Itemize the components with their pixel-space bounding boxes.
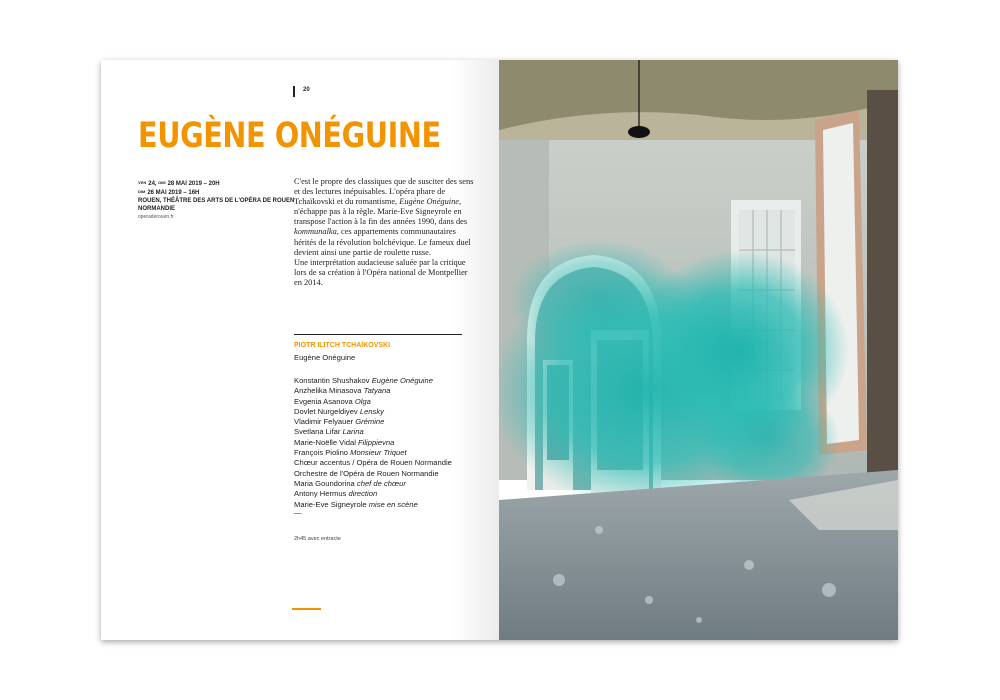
cast-role: Lensky [359, 406, 384, 416]
cast-member [294, 427, 484, 437]
description-italic: kommunalka [294, 227, 337, 237]
magazine-spread [101, 60, 898, 640]
description [294, 177, 474, 288]
cast-name: Antony Hermus [294, 489, 347, 499]
description-text: Une interprétation audacieuse saluée par la critique lors de sa création à l'Opéra national de Montpellier en 2014. [294, 257, 468, 287]
date-line-1 [138, 179, 298, 188]
cast-member [294, 376, 484, 386]
cast-role: Larina [342, 427, 364, 437]
description-text: C'est le propre des classiques que de susciter des sens et des lectures inépuisables. L'opéra phare de Tchaïkovski et du romantisme, [294, 177, 474, 207]
opera-photo [499, 60, 898, 640]
cast-name: Svetlana Lifar [294, 427, 341, 437]
cast-member [294, 386, 484, 396]
accent-bar [292, 608, 321, 610]
description-italic: Eugène Onéguine [399, 197, 460, 207]
description-text: , ces appartements communautaires hérités de la révolution bolchévique. Le fameux duel devient ainsi une partie de roulette russe. [294, 227, 471, 257]
cast-name: François Piolino [294, 448, 349, 458]
left-page [101, 60, 499, 640]
cast-name: Anzhelika Minasova [294, 386, 362, 396]
cast-member [294, 407, 484, 417]
cast-role: chef de chœur [356, 478, 406, 488]
page-title: EUGÈNE ONÉGUINE [138, 116, 441, 156]
cast-member [294, 448, 484, 458]
teal-smoke [509, 240, 689, 360]
website: operaderouen.fr [138, 214, 174, 220]
description-text: , n'échappe pas à la règle. Marie-Eve Signeyrole en transpose l'action à la fin des années 1990, dans des [294, 197, 468, 227]
cast-member [294, 417, 484, 427]
cast-role: Grémine [355, 417, 385, 427]
cast-member [294, 397, 484, 407]
right-wall-edge [867, 90, 898, 510]
right-page [499, 60, 898, 640]
day-abbrev: DIM [138, 189, 146, 194]
cast-name: Vladimir Felyauer [294, 417, 354, 427]
cast-name: Chœur accentus / Opéra de Rouen Normandie [294, 458, 452, 468]
day-abbrev: DIM [158, 180, 166, 185]
cast-list [294, 376, 484, 516]
page-number: 20 [303, 87, 310, 93]
lamp-icon [628, 126, 650, 138]
date-value: 28 MAI 2019 – 20H [167, 181, 220, 187]
cast-member [294, 438, 484, 448]
day-abbrev: VEN [138, 180, 147, 185]
date-value: 24, [148, 181, 157, 187]
date-value: 26 MAI 2019 – 16H [147, 190, 200, 196]
date-line-2 [138, 188, 298, 197]
cast-role: Olga [354, 396, 371, 406]
performance-dates [138, 179, 298, 221]
composer: PIOTR ILITCH TCHAÏKOVSKI [294, 342, 391, 349]
cast-name: Evgenia Asanova [294, 396, 353, 406]
cast-member [294, 500, 484, 510]
cast-role: Monsieur Triquet [350, 448, 407, 458]
cast-name: Orchestre de l'Opéra de Rouen Normandie [294, 468, 439, 478]
divider [294, 334, 462, 335]
cast-name: Marie-Noëlle Vidal [294, 437, 356, 447]
dash: — [294, 507, 302, 517]
cast-member [294, 458, 484, 468]
cast-role: direction [348, 489, 378, 499]
cast-name: Konstantin Shushakov [294, 376, 370, 385]
cast-member [294, 479, 484, 489]
cast-member [294, 469, 484, 479]
cast-role: Filippievna [358, 437, 395, 447]
cast-name: Maria Goundorina [294, 478, 355, 488]
cast-role: Eugène Onéguine [371, 376, 433, 385]
work-title: Eugène Onéguine [294, 353, 356, 362]
folio-bar [293, 86, 295, 97]
cast-name: Dovlet Nurgeldiyev [294, 406, 358, 416]
cast-member [294, 489, 484, 499]
cast-name: Marie-Eve Signeyrole [294, 499, 367, 509]
cast-role: Tatyana [363, 386, 391, 396]
venue: ROUEN, THÉÂTRE DES ARTS DE L'OPÉRA DE ROUEN NORMANDIE [138, 198, 295, 212]
cast-role: mise en scène [368, 499, 418, 509]
duration: 2h45 avec entracte [294, 536, 341, 542]
